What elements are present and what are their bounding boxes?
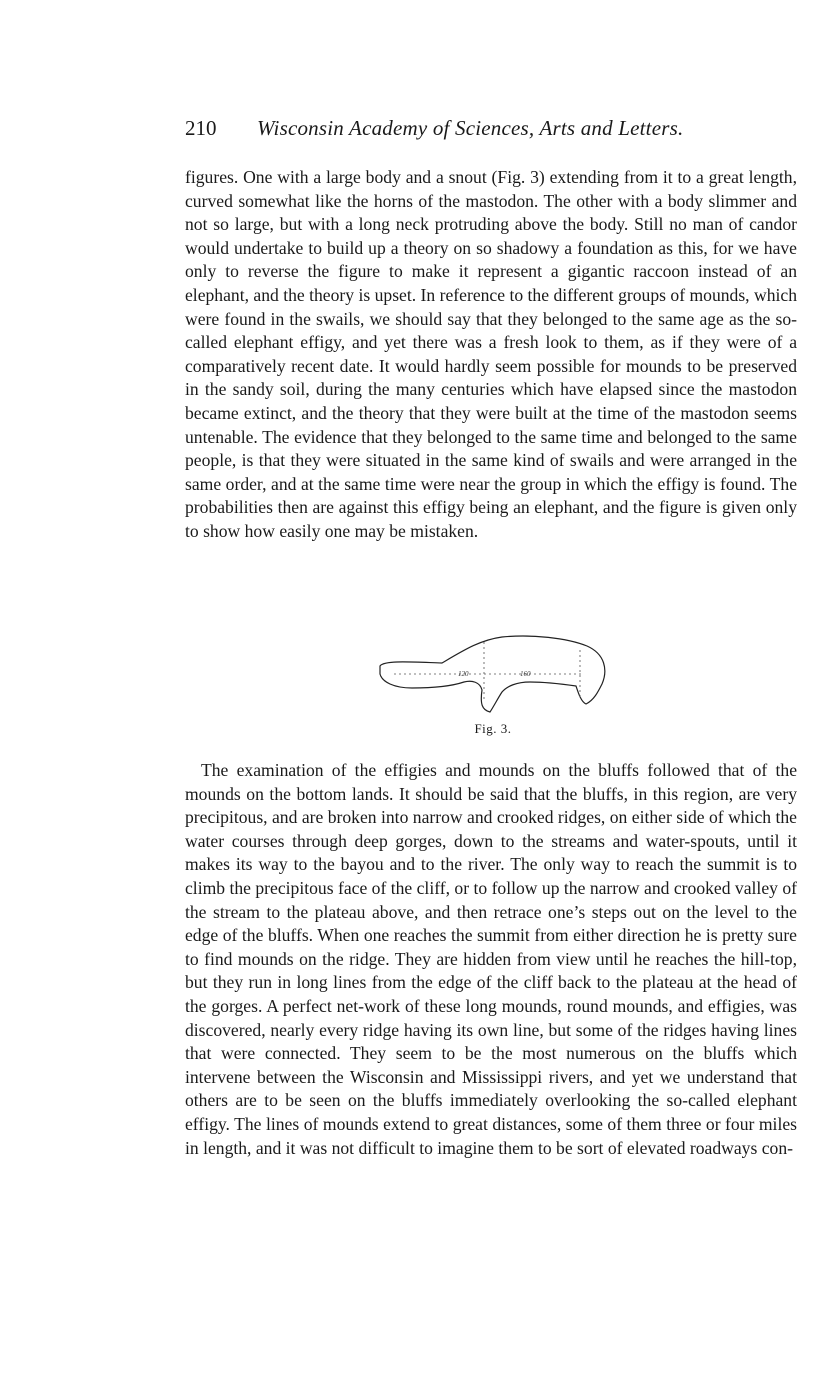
figure-caption: Fig. 3. bbox=[474, 721, 512, 736]
body-paragraph: figures. One with a large body and a snout (Fig. 3) extending from it to a great length, curved somewhat like the horns of the mastodon. The other with a body slimmer and not so large, but with a long neck protruding above the body. Still no man of candor would undertake to build up a theory on so shadowy a foundation as this, for we have only to reverse the figure to make it represent a gigantic raccoon instead of an elephant, and the theory is upset. In reference to the different groups of mounds, which were found in the swails, we should say that they belonged to the same age as the so-called elephant effigy, and yet there was a fresh look to them, as if they were of a comparatively recent date. It would hardly seem possible for mounds to be preserved in the sandy soil, during the many centuries which have elapsed since the mastodon became extinct, and the theory that they were built at the time of the mastodon seems untenable. The evidence that they belonged to the same time and belonged to the same people, is that they were situated in the same kind of swails and were arranged in the same order, and at the same time were near the group in which the effigy is found. The probabilities then are against this effigy being an elephant, and the figure is given only to show how easily one may be mistaken. bbox=[185, 167, 797, 541]
page-number: 210 bbox=[185, 116, 217, 140]
figure-annotation: 160 bbox=[520, 670, 531, 678]
running-header bbox=[185, 116, 797, 146]
body-paragraph: The examination of the effigies and mounds on the bluffs followed that of the mounds on the bottom lands. It should be said that the bluffs, in this region, are very precipitous, and are broken into narrow and crooked ridges, on either side of which the water courses through deep gorges, down to the streams and water-spouts, until it makes its way to the bayou and to the river. The only way to reach the summit is to climb the precipitous face of the cliff, or to follow up the narrow and crooked valley of the stream to the plateau above, and then retrace one’s steps out on the level to the edge of the bluffs. When one reaches the summit from either direction he is pretty sure to find mounds on the ridge. They are hidden from view until he reaches the hill-top, but they run in long lines from the edge of the cliff back to the plateau at the head of the gorges. A perfect net-work of these long mounds, round mounds, and effigies, was discovered, nearly every ridge having its own line, but some of the ridges having lines that were connected. They seem to be the most numerous on the bluffs which intervene between the Wisconsin and Mississippi rivers, and yet we understand that others are to be seen on the bluffs immediately overlooking the so-called elephant effigy. The lines of mounds extend to great distances, some of them three or four miles in length, and it was not difficult to imagine them to be sort of elevated roadways con- bbox=[185, 760, 797, 1158]
effigy-outline bbox=[380, 636, 605, 712]
figure-annotation: 120 bbox=[458, 670, 469, 678]
elephant-effigy-figure bbox=[372, 630, 612, 716]
journal-title: Wisconsin Academy of Sciences, Arts and Letters. bbox=[257, 116, 684, 140]
